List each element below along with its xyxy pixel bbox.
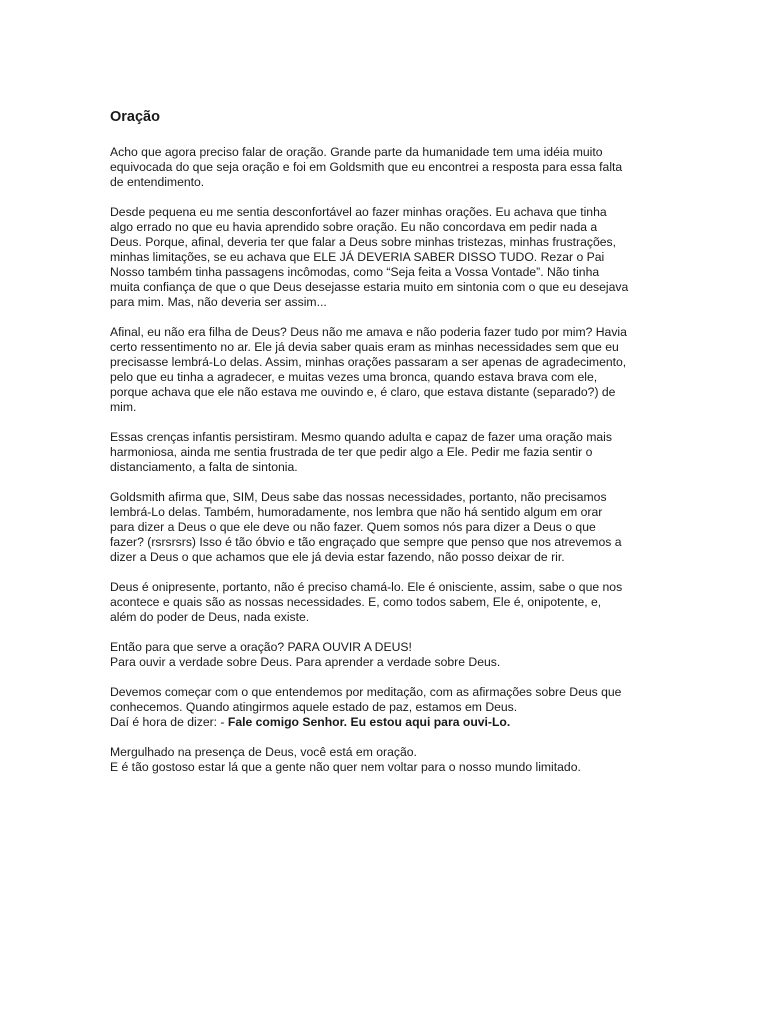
closing-line-bold: Fale comigo Senhor. Eu estou aqui para ouvi-Lo. — [227, 715, 511, 729]
paragraph-9 — [110, 745, 670, 775]
paragraph-line: certo ressentimento no ar. Ele já devia saber quais eram as minhas necessidades sem que eu — [110, 340, 619, 354]
paragraph-line: Devemos começar com o que entendemos por meditação, com as afirmações sobre Deus que — [110, 685, 622, 699]
paragraph-line: pelo que eu tinha a agradecer, e muitas vezes uma bronca, quando estava brava com ele, — [110, 370, 598, 384]
paragraph-line: Nosso também tinha passagens incômodas, como “Seja feita a Vossa Vontade”. Não tinha — [110, 265, 600, 279]
closing-line-prefix: Daí é hora de dizer: - — [110, 715, 228, 729]
closing-line — [110, 715, 670, 730]
paragraph-line: para mim. Mas, não deveria ser assim... — [110, 295, 327, 309]
paragraph-line: Acho que agora preciso falar de oração. Grande parte da humanidade tem uma idéia muito — [110, 145, 603, 159]
paragraph-line: Goldsmith afirma que, SIM, Deus sabe das nossas necessidades, portanto, não precisamos — [110, 490, 607, 504]
paragraph-line: acontece e quais são as nossas necessidades. E, como todos sabem, Ele é, onipotente, e, — [110, 595, 602, 609]
paragraph-line: para dizer a Deus o que ele deve ou não fazer. Quem somos nós para dizer a Deus o que — [110, 520, 596, 534]
paragraph-line: Deus é onipresente, portanto, não é preciso chamá-lo. Ele é onisciente, assim, sabe o que nos — [110, 580, 623, 594]
paragraph-line: dizer a Deus o que achamos que ele já devia estar fazendo, não posso deixar de rir. — [110, 550, 565, 564]
paragraph-line: harmoniosa, ainda me sentia frustrada de ter que pedir algo a Ele. Pedir me fazia sentir o — [110, 445, 593, 459]
paragraph-4 — [110, 430, 670, 475]
paragraph-line: porque achava que ele não estava me ouvindo e, é claro, que estava distante (separado?) de — [110, 385, 616, 399]
paragraph-line: Para ouvir a verdade sobre Deus. Para aprender a verdade sobre Deus. — [110, 655, 501, 669]
paragraph-line: Então para que serve a oração? PARA OUVIR A DEUS! — [110, 640, 412, 654]
paragraph-5 — [110, 490, 670, 565]
paragraph-line: Deus. Porque, afinal, deveria ter que falar a Deus sobre minhas tristezas, minhas frustrações, — [110, 235, 617, 249]
paragraph-line: além do poder de Deus, nada existe. — [110, 610, 310, 624]
paragraph-line: Afinal, eu não era filha de Deus? Deus não me amava e não poderia fazer tudo por mim? Havia — [110, 325, 627, 339]
paragraph-line: conhecemos. Quando atingirmos aquele estado de paz, estamos em Deus. — [110, 700, 518, 714]
paragraph-line: minhas limitações, se eu achava que ELE JÁ DEVERIA SABER DISSO TUDO. Rezar o Pai — [110, 250, 605, 264]
paragraph-7 — [110, 640, 670, 670]
paragraph-line: de entendimento. — [110, 175, 205, 189]
document-page — [110, 107, 670, 790]
paragraph-line: lembrá-Lo delas. Também, humoradamente, nos lembra que não há sentido algum em orar — [110, 505, 603, 519]
paragraph-6 — [110, 580, 670, 625]
paragraph-line: precisasse lembrá-Lo delas. Assim, minhas orações passaram a ser apenas de agradecimento, — [110, 355, 627, 369]
paragraph-line: mim. — [110, 400, 137, 414]
paragraph-line: algo errado no que eu havia aprendido sobre oração. Eu não concordava em pedir nada a — [110, 220, 598, 234]
paragraph-8 — [110, 685, 670, 730]
paragraph-2 — [110, 205, 670, 310]
paragraph-line: muita confiança de que o que Deus desejasse estaria muito em sintonia com o que eu desejava — [110, 280, 629, 294]
paragraph-3 — [110, 325, 670, 415]
paragraph-line: fazer? (rsrsrsrs) Isso é tão óbvio e tão engraçado que sempre que penso que nos atrevemos a — [110, 535, 622, 549]
paragraph-line: Desde pequena eu me sentia desconfortável ao fazer minhas orações. Eu achava que tinha — [110, 205, 607, 219]
paragraph-line: distanciamento, a falta de sintonia. — [110, 460, 298, 474]
document-title: Oração — [110, 109, 160, 125]
paragraph-line: E é tão gostoso estar lá que a gente não quer nem voltar para o nosso mundo limitado. — [110, 760, 581, 774]
paragraph-line: Essas crenças infantis persistiram. Mesmo quando adulta e capaz de fazer uma oração mais — [110, 430, 612, 444]
paragraph-line: Mergulhado na presença de Deus, você está em oração. — [110, 745, 417, 759]
paragraph-1 — [110, 145, 670, 190]
paragraph-line: equivocada do que seja oração e foi em Goldsmith que eu encontrei a resposta para essa falta — [110, 160, 623, 174]
